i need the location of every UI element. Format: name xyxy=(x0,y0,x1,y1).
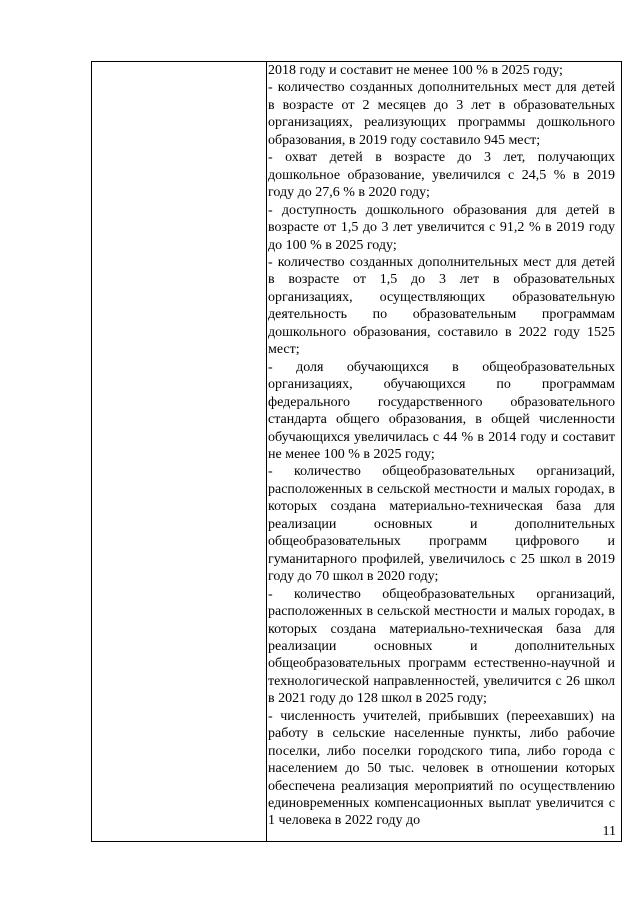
paragraph: - количество общеобразовательных организаций, расположенных в сельской местности и малых городах, в которых создана материально-техническая база для реализации основных и дополнительных общеобразовательных программ естественно-научной и технологической направленностей, увеличится с 26 школ в 2021 году до 128 школ в 2025 году; xyxy=(268,586,615,707)
paragraph: - доля обучающихся в общеобразовательных организациях, обучающихся по программам федерального государственного образовательного стандарта общего образования, в общей численности обучающихся увеличилась с 44 % в 2014 году и составит не менее 100 % в 2025 году; xyxy=(268,359,615,462)
paragraph: - количество созданных дополнительных мест для детей в возрасте от 1,5 до 3 лет в образовательных организациях, осуществляющих образовательную деятельность по образовательным программам дошкольного образования, составило в 2022 году 1525 мест; xyxy=(268,254,615,358)
paragraph: - доступность дошкольного образования для детей в возрасте от 1,5 до 3 лет увеличится с 91,2 % в 2019 году до 100 % в 2025 году; xyxy=(268,202,615,253)
table-right-cell xyxy=(268,62,615,841)
paragraph: - охват детей в возрасте до 3 лет, получающих дошкольное образование, увеличился с 24,5 % в 2019 году до 27,6 % в 2020 году; xyxy=(268,150,615,201)
paragraph: - численность учителей, прибывших (переехавших) на работу в сельские населенные пункты, либо рабочие поселки, либо поселки городского типа, либо города с населением до 50 тыс. человек в отношении которых обеспечена реализация мероприятий по осуществлению единовременных компенсационных выплат увеличится с 1 человека в 2022 году до xyxy=(268,708,615,829)
table-column-divider xyxy=(266,62,267,841)
table-left-cell xyxy=(92,62,266,841)
page-number: 11 xyxy=(599,823,616,840)
paragraph: - количество общеобразовательных организаций, расположенных в сельской местности и малых городах, в которых создана материально-техническая база для реализации основных и дополнительных общеобразовательных программ цифрового и гуманитарного профилей, увеличилось с 25 школ в 2019 году до 70 школ в 2020 году; xyxy=(268,464,615,585)
document-table xyxy=(91,61,622,842)
paragraph: - количество созданных дополнительных мест для детей в возрасте от 2 месяцев до 3 лет в образовательных организациях, реализующих программы дошкольного образования, в 2019 году составило 945 мест; xyxy=(268,80,615,148)
paragraph: 2018 году и составит не менее 100 % в 2025 году; xyxy=(268,63,563,78)
